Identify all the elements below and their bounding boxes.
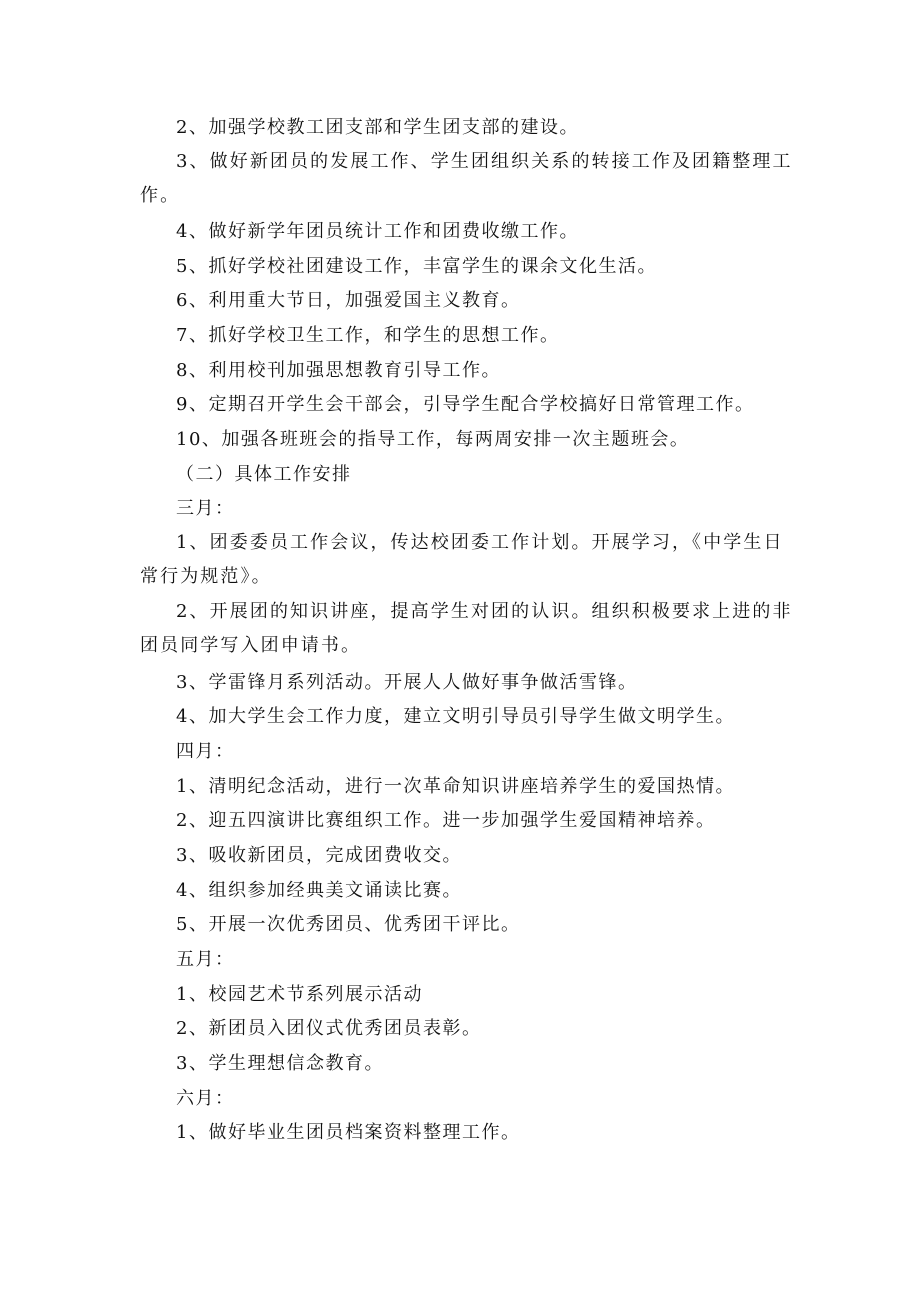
- may-item-1: 1、校园艺术节系列展示活动: [176, 984, 423, 1005]
- march-item-4: 4、加大学生会工作力度，建立文明引导员引导学生做文明学生。: [176, 706, 735, 727]
- may-item-3: 3、学生理想信念教育。: [176, 1053, 384, 1074]
- paragraph-item-8: 8、利用校刊加强思想教育引导工作。: [176, 360, 501, 381]
- paragraph-item-9: 9、定期召开学生会干部会，引导学生配合学校搞好日常管理工作。: [176, 394, 755, 415]
- paragraph-item-10: 10、加强各班班会的指导工作，每两周安排一次主题班会。: [176, 429, 690, 450]
- month-heading-april: 四月：: [176, 741, 235, 762]
- month-heading-may: 五月：: [176, 949, 235, 970]
- april-item-4: 4、组织参加经典美文诵读比赛。: [176, 880, 462, 901]
- paragraph-item-4: 4、做好新学年团员统计工作和团费收缴工作。: [176, 221, 579, 242]
- may-item-2: 2、新团员入团仪式优秀团员表彰。: [176, 1018, 482, 1039]
- section-heading: （二）具体工作安排: [176, 464, 352, 485]
- march-item-3: 3、学雷锋月系列活动。开展人人做好事争做活雪锋。: [176, 672, 638, 693]
- paragraph-item-6: 6、利用重大节日，加强爱国主义教育。: [176, 290, 521, 311]
- june-item-1: 1、做好毕业生团员档案资料整理工作。: [176, 1122, 521, 1143]
- paragraph-item-7: 7、抓好学校卫生工作，和学生的思想工作。: [176, 325, 560, 346]
- month-heading-march: 三月：: [176, 498, 235, 519]
- march-item-2: 2、开展团的知识讲座，提高学生对团的认识。组织积极要求上进的非团员同学写入团申请书。: [140, 601, 793, 656]
- april-item-3: 3、吸收新团员，完成团费收交。: [176, 845, 462, 866]
- april-item-2: 2、迎五四演讲比赛组织工作。进一步加强学生爱国精神培养。: [176, 810, 716, 831]
- paragraph-item-3: 3、做好新团员的发展工作、学生团组织关系的转接工作及团籍整理工作。: [140, 151, 793, 206]
- month-heading-june: 六月：: [176, 1088, 235, 1109]
- april-item-1: 1、清明纪念活动，进行一次革命知识讲座培养学生的爱国热情。: [176, 776, 735, 797]
- paragraph-item-2: 2、加强学校教工团支部和学生团支部的建设。: [176, 117, 579, 138]
- march-item-1: 1、团委委员工作会议，传达校团委工作计划。开展学习，《中学生日常行为规范》。: [140, 532, 784, 587]
- april-item-5: 5、开展一次优秀团员、优秀团干评比。: [176, 914, 521, 935]
- paragraph-item-5: 5、抓好学校社团建设工作，丰富学生的课余文化生活。: [176, 256, 657, 277]
